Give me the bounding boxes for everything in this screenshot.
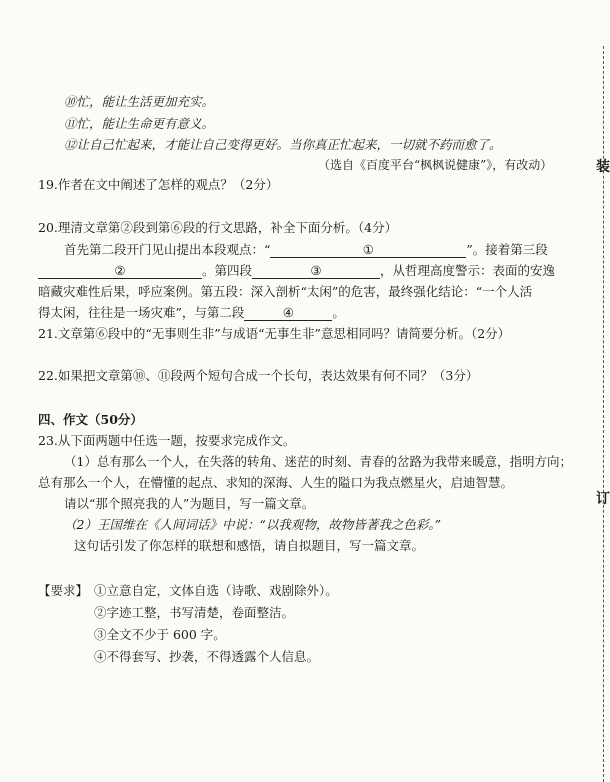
question-20-line2 xyxy=(38,262,555,280)
question-20-line1 xyxy=(64,241,548,259)
binding-char-ding: 订 xyxy=(596,491,610,507)
question-20-line4 xyxy=(38,304,345,322)
question-21: 21.文章第⑥段中的“无事则生非”与成语“无事生非”意思相同吗？请简要分析。（2分） xyxy=(38,326,511,341)
answer-blank-1[interactable]: ① xyxy=(270,243,466,258)
q20-line4-text-b: 。 xyxy=(332,305,345,320)
article-paragraph-12: ⑫让自己忙起来，才能让自己变得更好。当你真正忙起来，一切就不药而愈了。 xyxy=(64,137,502,152)
article-source: （选自《百度平台“枫枫说健康”》，有改动） xyxy=(318,158,553,172)
requirement-4: ④不得套写、抄袭，不得透露个人信息。 xyxy=(94,649,320,664)
answer-blank-2[interactable]: ② xyxy=(38,264,202,279)
question-19: 19.作者在文中阐述了怎样的观点？（2分） xyxy=(38,177,279,192)
article-paragraph-11: ⑪忙，能让生命更有意义。 xyxy=(64,116,215,131)
answer-blank-3[interactable]: ③ xyxy=(252,264,380,279)
question-20-stem: 20.理清文章第②段到第⑥段的行文思路，补全下面分析。（4分） xyxy=(38,220,398,235)
q20-line2-text-a: 。第四段 xyxy=(202,263,253,278)
option-1-line-1: （1）总有那么一个人，在失落的转角、迷茫的时刻、青春的岔路为我带来暖意，指明方向； xyxy=(64,454,572,469)
q20-line1-text-a: 首先第二段开门见山提出本段观点：“ xyxy=(64,242,271,257)
q20-line1-text-b: ”。接着第三段 xyxy=(466,242,548,257)
article-paragraph-10: ⑩忙，能让生活更加充实。 xyxy=(64,94,215,109)
q20-line4-text-a: 得太闲，往往是一场灾难”，与第二段 xyxy=(38,305,245,320)
option-1-line-3: 请以“那个照亮我的人”为题目，写一篇文章。 xyxy=(64,496,315,511)
requirements-label: 【要求】 xyxy=(38,583,89,598)
question-20-line3: 暗藏灾难性后果，呼应案例。第五段：深入剖析“太闲”的危害，最终强化结论：“一个人活 xyxy=(38,284,533,299)
requirement-1: ①立意自定，文体自选（诗歌、戏剧除外）。 xyxy=(94,583,338,598)
option-2-line-1: （2）王国维在《人间词话》中说：“以我观物，故物皆著我之色彩。” xyxy=(64,517,441,532)
binding-margin xyxy=(596,0,610,782)
option-1-line-2: 总有那么一个人，在懵懂的起点、求知的深海、人生的隘口为我点燃星火，启迪智慧。 xyxy=(38,475,514,490)
question-23: 23.从下面两题中任选一题，按要求完成作文。 xyxy=(38,433,296,448)
section-4-title: 四、作文（50分） xyxy=(38,412,143,427)
requirement-3: ③全文不少于 600 字。 xyxy=(94,627,226,642)
binding-char-zhuang: 装 xyxy=(596,159,610,175)
question-22: 22.如果把文章第⑩、⑪段两个短句合成一个长句，表达效果有何不同？（3分） xyxy=(38,368,479,383)
option-2-line-2: 这句话引发了你怎样的联想和感悟，请自拟题目，写一篇文章。 xyxy=(74,538,425,553)
answer-blank-4[interactable]: ④ xyxy=(244,306,332,321)
q20-line2-text-b: ，从哲理高度警示：表面的安逸 xyxy=(380,263,556,278)
requirement-2: ②字迹工整，书写清楚，卷面整洁。 xyxy=(94,605,295,620)
